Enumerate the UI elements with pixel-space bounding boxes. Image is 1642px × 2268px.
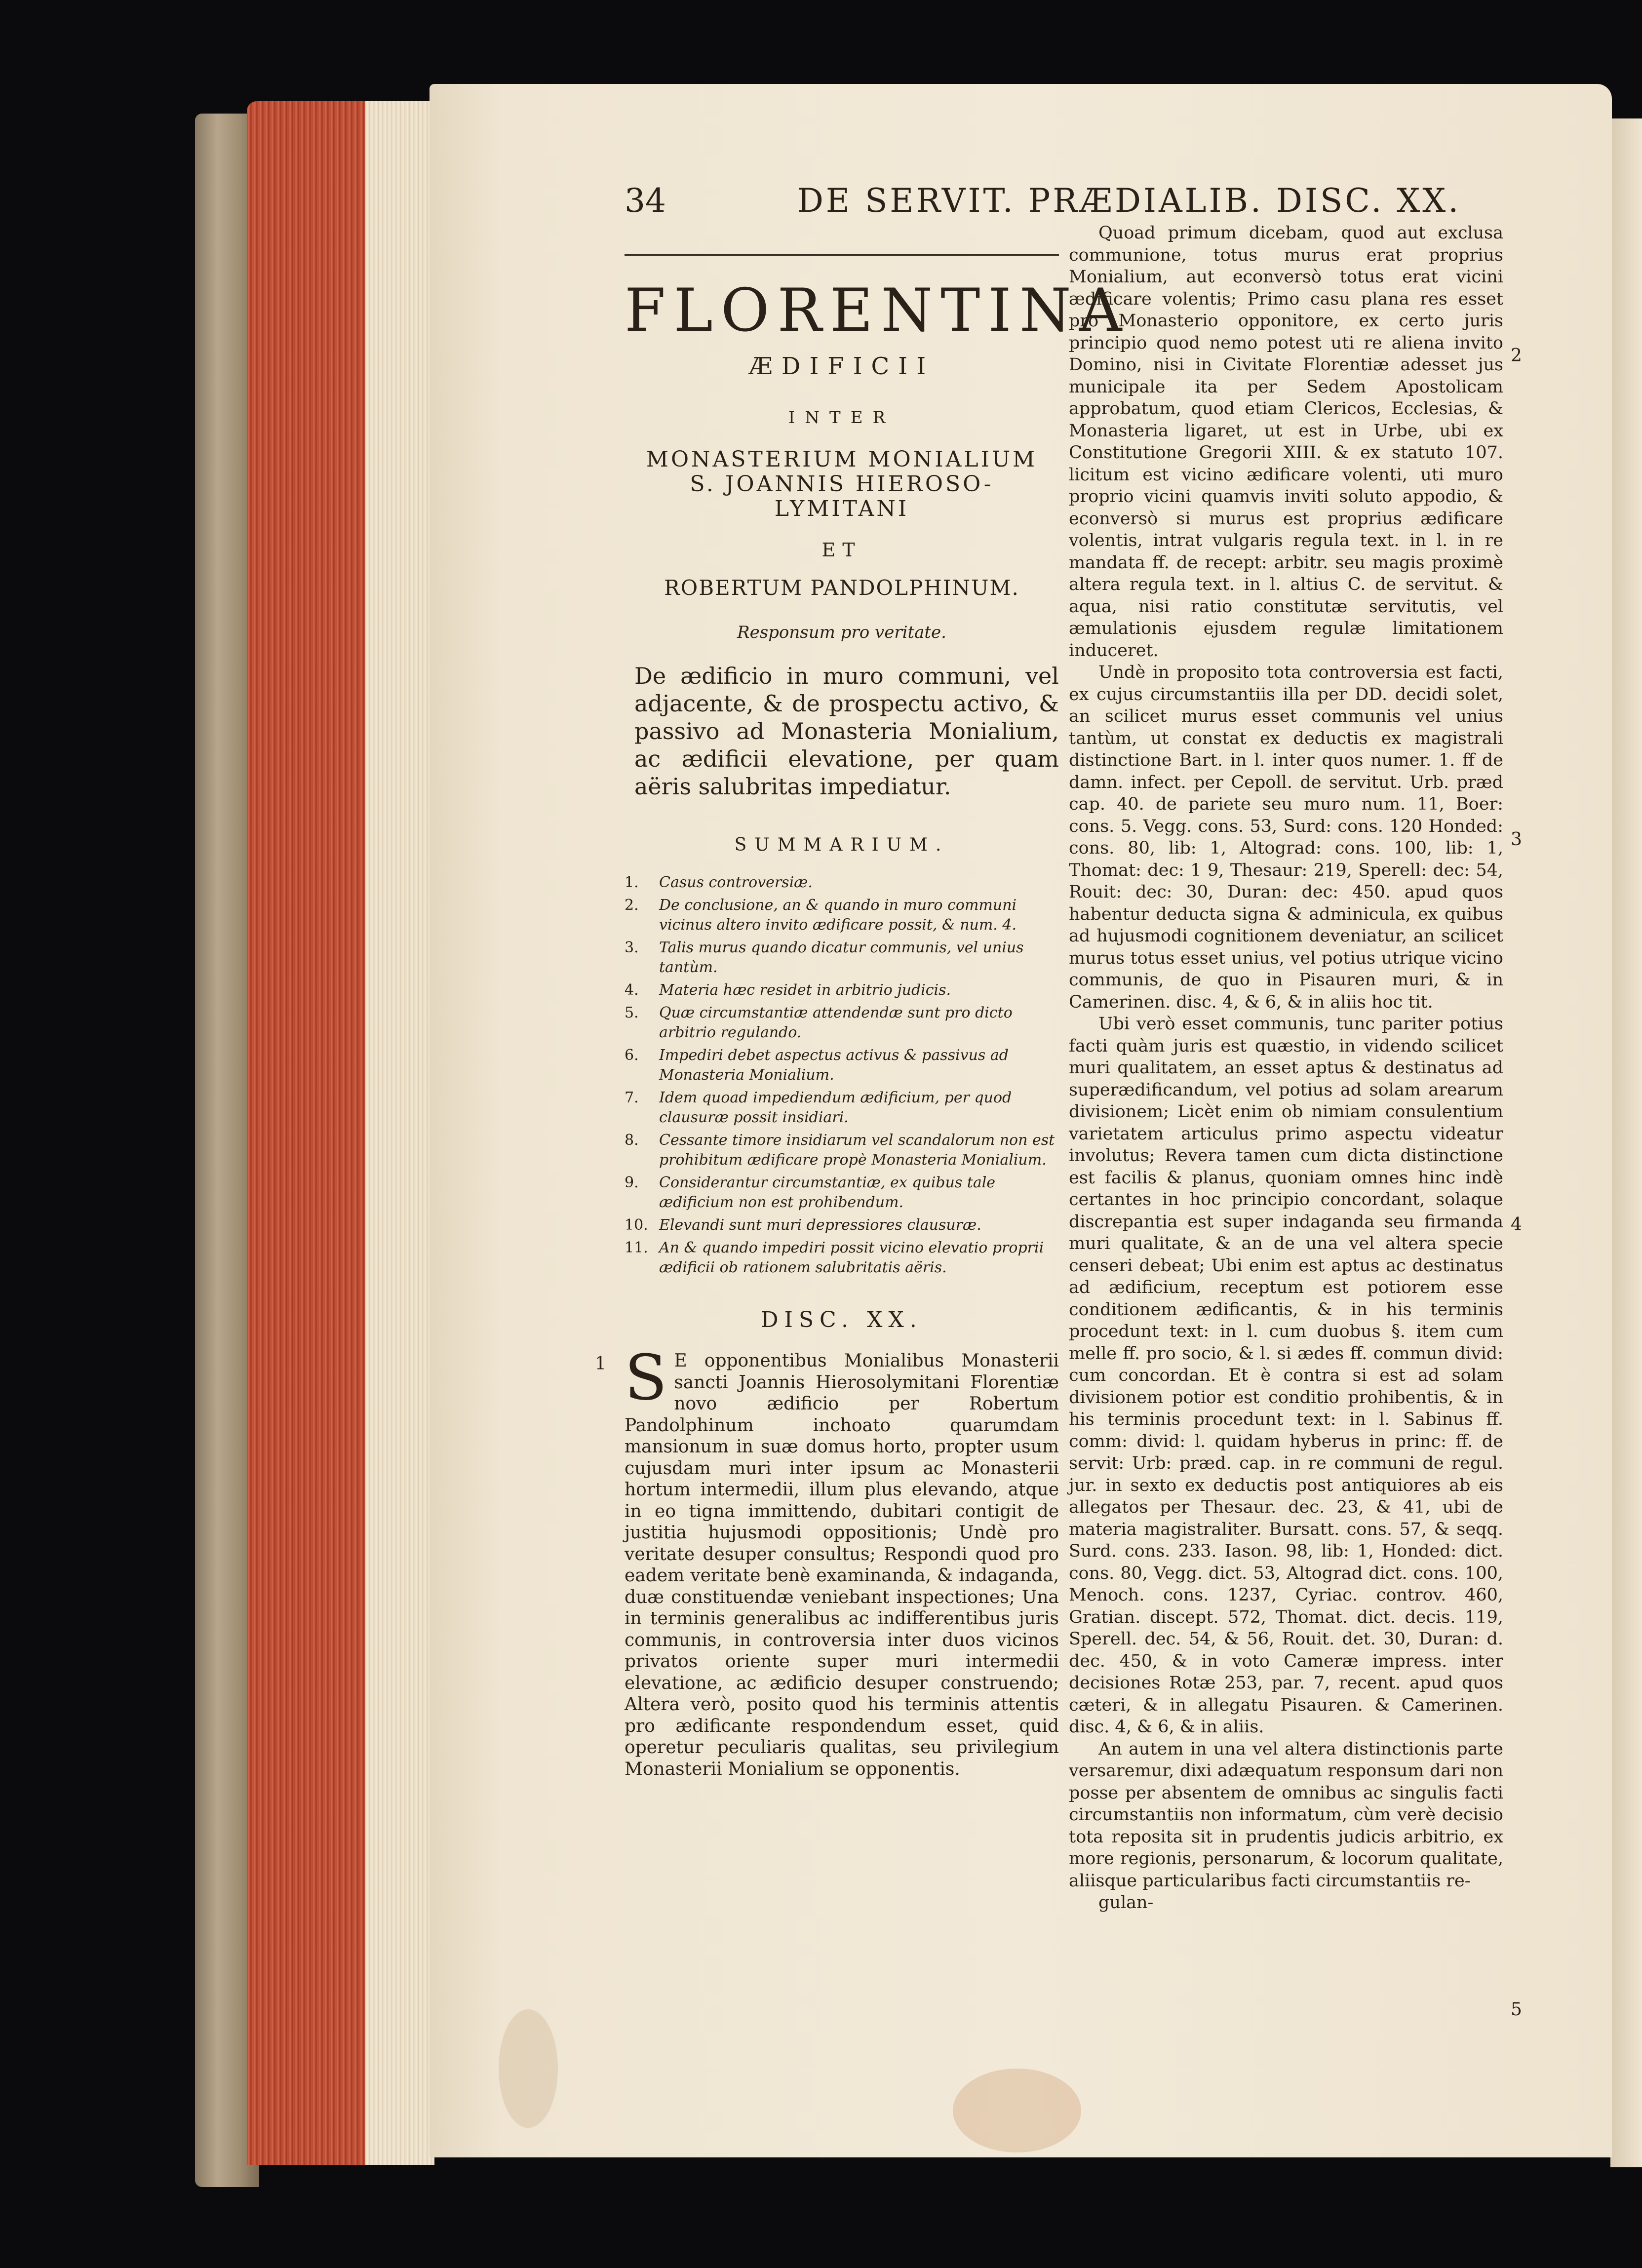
facing-page-edge <box>1610 118 1642 2167</box>
case-title: FLORENTINA <box>625 276 1130 345</box>
summary-list <box>625 873 1059 1278</box>
page-number: 34 <box>625 182 666 220</box>
catchword: gulan- <box>1098 1893 1154 1913</box>
book-page <box>430 84 1612 2157</box>
left-column <box>595 272 1130 1780</box>
right-paragraph: An autem in una vel altera distinctionis parte versaremur, dixi adæquatum responsum dari non posse per absentem de omnibus ac singulis facti circumstantiis non informatum, cùm verè decisio tota reposita sit in prudentis judicis arbitrio, ex more regionis, personarum, & locorum qualitate, aliisque particularibus facti circumstantiis re- <box>1069 1739 1503 1891</box>
summary-item: 7. Idem quoad impediendum ædificium, per quod clausuræ possit insidiari. <box>625 1089 1012 1126</box>
case-description: De ædificio in muro communi, vel adjacente, & de prospectu activo, & passivo ad Monasteria Monialium, ac ædificii elevatione, per quam aëris salubritas impediatur. <box>634 663 1059 800</box>
inter-label: INTER <box>788 408 896 428</box>
summary-item: 8. Cessante timore insidiarum vel scandalorum non est prohibitum ædificare propè Monasteria Monialium. <box>625 1132 1055 1169</box>
header-rule <box>625 254 1059 256</box>
summary-item: 2. De conclusione, an & quando in muro communi vicinus altero invito ædificare possit, & num. 4. <box>625 897 1017 934</box>
summary-item: 10. Elevandi sunt muri depressiores clausuræ. <box>625 1216 981 1234</box>
margin-number: 5 <box>1511 1999 1522 2020</box>
summary-item: 6. Impediri debet aspectus activus & passivus ad Monasteria Monialium. <box>625 1047 1009 1084</box>
right-paragraph: Ubi verò esset communis, tunc pariter potius facti quàm juris est quæstio, in videndo scilicet muri qualitatem, an esset aptus & destinatus ad superædificandum, vel potius ad solam arearum divisionem; Licèt enim ob nimiam consulentium varietatem articulus primo aspectu videatur involutus; Revera tamen cum dicta distinctione est facilis & planus, quoniam omnes hinc indè certantes in hoc principio concordant, solaque discrepantia est super indaganda seu firmanda muri qualitate, & an de una vel altera specie censeri debeat; Ubi enim est aptus ac destinatus ad ædificium, receptum est potiorem esse conditionem ædificantis, & in his terminis procedunt text: in l. cum duobus §. item cum melle ff. pro socio, & l. si ædes ff. commun divid: cum concordan. Et è contra si est ad solam divisionem potior est conditio prohibentis, & in his terminis procedunt text: in l. Sabinus ff. comm: divid: l. quidam hyberus in princ: ff. de servit: Urb: præd. cap. in re communi de regul. jur. in sexto ex deductis post antiquiores ab eis allegatos per Thesaur. dec. 23, & 41, ubi de materia magistraliter. Bursatt. cons. 57, & seqq. Surd. cons. 233. Iason. 98, lib: 1, Honded: dict. cons. 80, Vegg. dict. 53, Altograd dict. cons. 100, Menoch. cons. 1237, Cyriac. controv. 460, Gratian. discept. 572, Thomat. dict. decis. 119, Sperell. dec. 54, & 56, Rouit. det. 30, Duran: d. dec. 450, & in voto Cameræ impress. inter decisiones Rotæ 253, par. 7, recent. apud quos cæteri, & in allegatu Pisauren. & Camerinen. disc. 4, & 6, & in aliis. <box>1069 1014 1503 1737</box>
summary-item: 9. Considerantur circumstantiæ, ex quibus tale ædificium non est prohibendum. <box>625 1174 996 1211</box>
monastery-line-1: MONASTERIUM MONIALIUM <box>646 447 1038 472</box>
et-label: ET <box>821 539 862 561</box>
summary-item: 4. Materia hæc residet in arbitrio judicis. <box>625 981 951 999</box>
summary-item: 11. An & quando impediri possit vicino elevatio proprii ædificii ob rationem salubritatis aëris. <box>625 1239 1044 1276</box>
responsum-line: Responsum pro veritate. <box>737 623 946 642</box>
disc-paragraph <box>595 1341 1059 1780</box>
monastery-line-3: LYMITANI <box>774 496 909 521</box>
drop-cap: S <box>625 1341 667 1414</box>
margin-number: 3 <box>1511 829 1522 850</box>
running-title: DE SERVIT. PRÆDIALIB. DISC. XX. <box>797 182 1461 220</box>
right-paragraph: Undè in proposito tota controversia est facti, ex cujus circumstantiis illa per DD. decidi solet, an scilicet murus esset communis vel unius tantùm, ut constat ex deductis ex magistrali distinctione Bart. in l. inter quos numer. 1. ff de damn. infect. per Cepoll. de servitut. Urb. præd cap. 40. de pariete seu muro num. 11, Boer: cons. 5. Vegg. cons. 53, Surd: cons. 120 Honded: cons. 80, lib: 1, Altograd: cons. 100, lib: 1, Thomat: dec: 1 9, Thesaur: 219, Sperell: dec: 54, Rouit: dec: 30, Duran: dec: 450. apud quos habentur deducta signa & adminicula, ex quibus ad hujusmodi cognitionem deveniatur, an scilicet murus totus esset unius, vel potius utrique vicino communis, de quo in Pisauren muri, & in Camerinen. disc. 4, & 6, & in aliis hoc tit. <box>1069 663 1503 1012</box>
case-subtitle: ÆDIFICII <box>748 352 935 380</box>
summary-item: 1. Casus controversiæ. <box>625 874 813 891</box>
monastery-line-2: S. JOANNIS HIEROSO- <box>690 471 994 497</box>
summary-item: 3. Talis murus quando dicatur communis, vel unius tantùm. <box>625 939 1024 976</box>
disc-heading: DISC. XX. <box>761 1307 923 1332</box>
running-head <box>625 182 1592 221</box>
right-paragraph: Quoad primum dicebam, quod aut exclusa communione, totus murus erat proprius Monialium, aut econversò totus erat vicini ædificare volentis; Primo casu plana res esset pro Monasterio opponitore, ex certo juris principio quod nemo potest uti re aliena invito Domino, nisi in Civitate Florentiæ adesset jus municipale ita per Sedem Apostolicam approbatum, quod etiam Clericos, Ecclesias, & Monasteria ligaret, ut est in Urbe, ubi ex Constitutione Gregorii XIII. & ex statuto 107. licitum est vicino ædificare volenti, uti muro proprio vicini quamvis inviti soluto appodio, & econversò si murus est proprius ædificare volentis, intrat vulgaris regula text. in l. in re mandata ff. de recept: arbitr. seu magis proximè altera regula text. in l. altius C. de servitut. & aqua, nisi ratio constitutæ servitutis, vel æmulationis ejusdem regulæ limitationem induceret. <box>1069 223 1503 661</box>
summary-item: 5. Quæ circumstantiæ attendendæ sunt pro dicto arbitrio regulando. <box>625 1004 1013 1041</box>
page-fore-edge <box>365 101 434 2165</box>
party-name: ROBERTUM PANDOLPHINUM. <box>664 576 1019 600</box>
page-edges <box>247 101 434 2165</box>
margin-number: 4 <box>1511 1214 1522 1235</box>
summary-heading: SUMMARIUM. <box>734 835 949 855</box>
margin-number: 1 <box>595 1354 606 1374</box>
margin-number: 2 <box>1511 346 1522 366</box>
page-stain <box>499 2009 558 2128</box>
disc-paragraph-text: E opponentibus Monialibus Monasterii sancti Joannis Hierosolymitani Florentiæ novo ædificio per Robertum Pandolphinum inchoato quarumdam mansionum in suæ domus horto, propter usum cujusdam muri inter ipsum ac Monasterii hortum intermedii, illum plus elevando, atque in eo tigna immittendo, dubitari contigit de justitia hujusmodi oppositionis; Undè pro veritate desuper consultus; Respondi quod pro eadem veritate benè examinanda, & indaganda, duæ constituendæ veniebant inspectiones; Una in terminis generalibus ac indifferentibus juris communis, in controversia inter duos vicinos privatos oriente super muri intermedii elevatione, ac ædificio desuper construendo; Altera verò, posito quod his terminis attentis pro ædificante respondendum esset, quid operetur peculiaris qualitas, seu privilegium Monasterii Monialium se opponentis. <box>625 1351 1059 1779</box>
page-stain <box>953 2069 1081 2152</box>
right-column <box>1069 222 1522 2020</box>
